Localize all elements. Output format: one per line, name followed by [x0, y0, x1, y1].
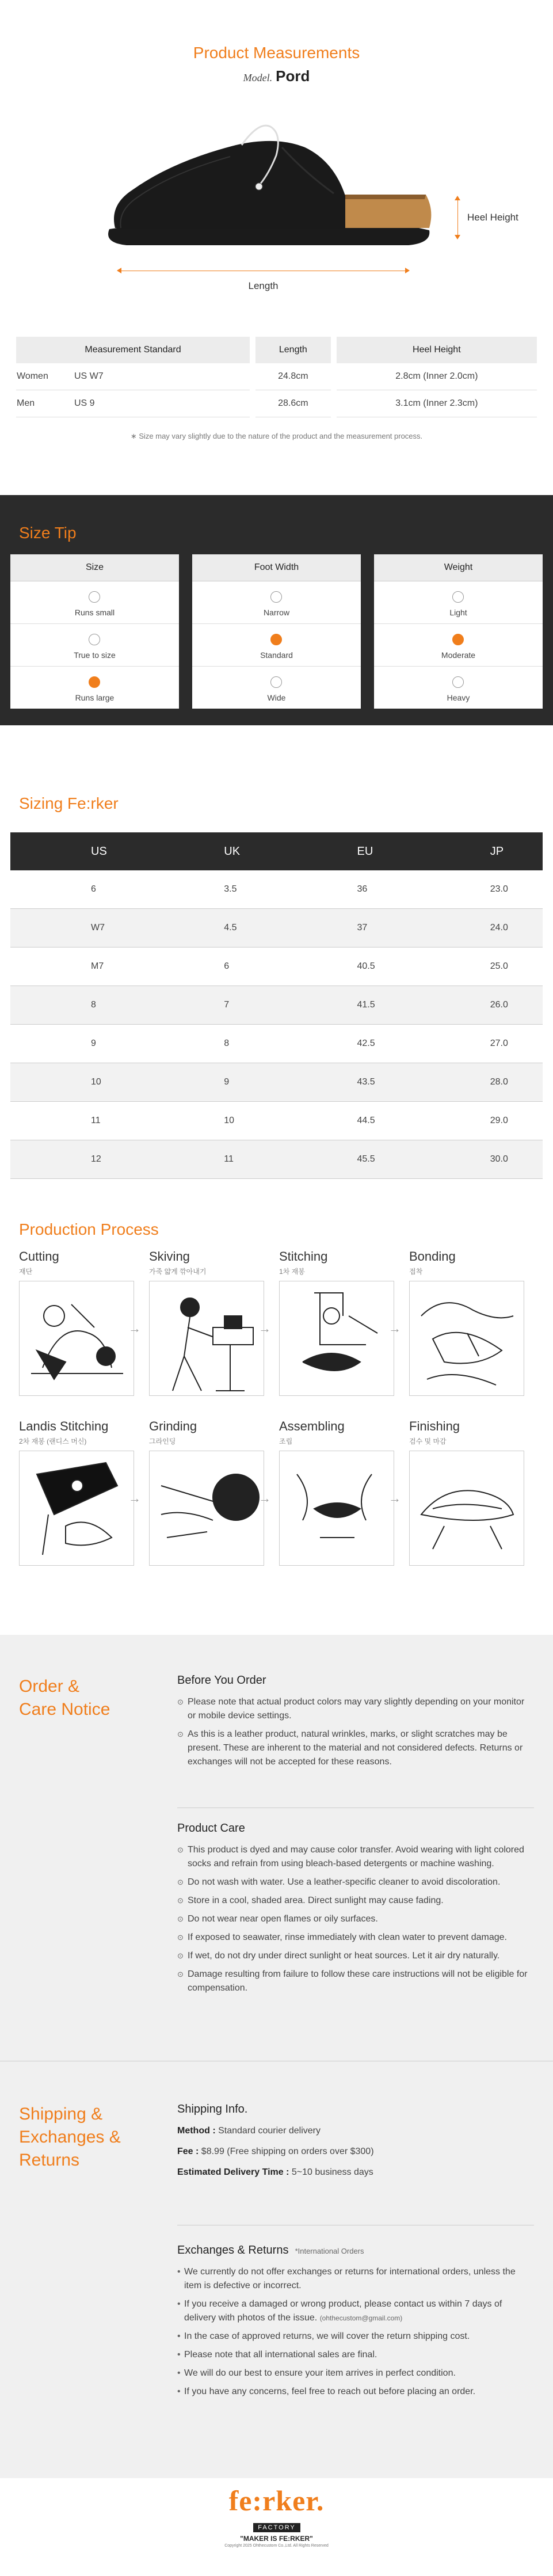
- exchanges-returns-block: [177, 2244, 534, 2403]
- exchange-item: [177, 2297, 534, 2325]
- radio-circle-selected: [270, 634, 282, 645]
- standard-value: US W7: [74, 371, 104, 381]
- shipping-method: [177, 2124, 534, 2138]
- heel-cell: 3.1cm (Inner 2.3cm): [337, 390, 537, 417]
- bonding-illustration: [409, 1281, 524, 1396]
- size-cell: 36: [277, 870, 410, 909]
- option-runs-large: [10, 667, 179, 709]
- stitching-illustration: [279, 1281, 394, 1396]
- exchange-item: • Please note that all international sales are final.: [177, 2348, 534, 2362]
- length-cell: 24.8cm: [255, 363, 331, 390]
- notice-item: ⊙ As this is a leather product, natural wrinkles, marks, or slight scratches may be present. These are inherent to the material and not considered defects. Returns or exchanges will not be accepted for these reasons.: [177, 1728, 534, 1769]
- step-title: Grinding: [149, 1419, 197, 1433]
- title-line: Returns: [19, 2151, 80, 2170]
- product-measurements-section: [0, 0, 553, 461]
- column-header-us: US: [10, 832, 143, 870]
- size-column: [10, 554, 179, 709]
- option-label: Narrow: [263, 608, 290, 617]
- step-subtitle: 검수 및 마감: [409, 1437, 447, 1445]
- subsection-title: Before You Order: [177, 1674, 266, 1687]
- section-title: Sizing Fe:rker: [19, 794, 119, 812]
- field-value: 5~10 business days: [291, 2167, 373, 2177]
- assembling-illustration: [279, 1451, 394, 1566]
- process-arrow: →: [128, 1491, 141, 1505]
- table-row: [10, 1140, 543, 1179]
- table-row: [10, 870, 543, 909]
- field-label: Method :: [177, 2126, 216, 2136]
- column-header: Length: [255, 337, 331, 363]
- exchange-item: • If you have any concerns, feel free to reach out before placing an order.: [177, 2385, 534, 2399]
- column-header-uk: UK: [143, 832, 276, 870]
- size-cell: 25.0: [410, 948, 543, 986]
- column-header-jp: JP: [410, 832, 543, 870]
- step-title: Stitching: [279, 1249, 328, 1264]
- shipping-info-block: [177, 2103, 534, 2186]
- production-process-section: [0, 1215, 553, 1583]
- size-cell: 10: [143, 1102, 276, 1140]
- section-title: Product Measurements: [193, 44, 360, 62]
- exchange-item-text: If you receive a damaged or wrong product, please contact us within 7 days of delivery with photos of the issue.: [184, 2299, 502, 2323]
- step-title: Finishing: [409, 1419, 460, 1433]
- size-cell: 11: [143, 1140, 276, 1179]
- subsection-title: Product Care: [177, 1822, 245, 1835]
- title-line: Shipping &: [19, 2105, 103, 2124]
- contact-email[interactable]: (ohthecustom@gmail.com): [319, 2314, 403, 2322]
- step-cutting: [19, 1249, 134, 1276]
- standard-cell: [16, 363, 250, 390]
- shipping-fee: [177, 2145, 534, 2159]
- size-cell: 10: [10, 1063, 143, 1102]
- brand-footer: [0, 2478, 553, 2576]
- cutting-illustration: [19, 1281, 134, 1396]
- before-you-order-block: [177, 1674, 534, 1774]
- radio-circle: [270, 591, 282, 603]
- process-arrow: →: [128, 1321, 141, 1335]
- step-subtitle: 2차 재봉 (랜디스 머신): [19, 1437, 87, 1445]
- table-row: [10, 1063, 543, 1102]
- brand-logo: fe:rker.: [228, 2484, 325, 2517]
- model-label: Model.: [243, 72, 273, 83]
- section-title: Production Process: [19, 1220, 159, 1238]
- radio-circle: [452, 591, 464, 603]
- brand-tagline: "MAKER IS FE:RKER": [240, 2535, 313, 2543]
- radio-circle-selected: [452, 634, 464, 645]
- notice-title: [19, 1675, 110, 1721]
- step-finishing: [409, 1419, 524, 1446]
- landis-stitching-illustration: [19, 1451, 134, 1566]
- factory-badge: FACTORY: [253, 2523, 300, 2532]
- size-cell: 45.5: [277, 1140, 410, 1179]
- option-label: Standard: [260, 650, 293, 660]
- step-landis-stitching: [19, 1419, 134, 1446]
- size-cell: 4.5: [143, 909, 276, 948]
- column-header-eu: EU: [277, 832, 410, 870]
- exchange-item: • We will do our best to ensure your item arrives in perfect condition.: [177, 2366, 534, 2380]
- shipping-title: [19, 2103, 121, 2172]
- step-grinding: [149, 1419, 264, 1446]
- process-arrow: →: [388, 1491, 401, 1505]
- step-skiving: [149, 1249, 264, 1276]
- notice-item: ⊙ Please note that actual product colors may vary slightly depending on your monitor or mobile device settings.: [177, 1695, 534, 1723]
- size-cell: 42.5: [277, 1025, 410, 1063]
- process-arrow: →: [388, 1321, 401, 1335]
- step-subtitle: 접착: [409, 1268, 423, 1276]
- size-cell: 44.5: [277, 1102, 410, 1140]
- size-cell: M7: [10, 948, 143, 986]
- size-cell: 30.0: [410, 1140, 543, 1179]
- standard-cell: [16, 390, 250, 417]
- title-line: Care Notice: [19, 1700, 110, 1719]
- subsection-title: [177, 2244, 534, 2257]
- step-title: Cutting: [19, 1249, 59, 1264]
- option-label: Moderate: [441, 650, 476, 660]
- care-item: ⊙ Do not wear near open flames or oily surfaces.: [177, 1912, 534, 1926]
- care-item: ⊙ If wet, do not dry under direct sunlight or heat sources. Let it air dry naturally.: [177, 1949, 534, 1963]
- size-cell: W7: [10, 909, 143, 948]
- option-label: True to size: [74, 650, 116, 660]
- model-value: Pord: [276, 67, 310, 85]
- option-runs-small: [10, 581, 179, 624]
- size-cell: 41.5: [277, 986, 410, 1025]
- radio-circle: [452, 676, 464, 688]
- care-item: ⊙ Store in a cool, shaded area. Direct sunlight may cause fading.: [177, 1894, 534, 1908]
- heel-height-label: Heel Height: [467, 212, 518, 223]
- size-cell: 6: [10, 870, 143, 909]
- length-cell: 28.6cm: [255, 390, 331, 417]
- option-heavy: [374, 667, 543, 709]
- option-true-to-size: [10, 624, 179, 667]
- table-row: [16, 390, 537, 417]
- column-header: Size: [10, 554, 179, 581]
- size-cell: 24.0: [410, 909, 543, 948]
- option-wide: [192, 667, 361, 709]
- column-header: Heel Height: [337, 337, 537, 363]
- size-cell: 28.0: [410, 1063, 543, 1102]
- delivery-time: [177, 2166, 534, 2179]
- step-subtitle: 그라인딩: [149, 1437, 176, 1445]
- table-row: [10, 948, 543, 986]
- exchange-item: • In the case of approved returns, we will cover the return shipping cost.: [177, 2330, 534, 2343]
- size-cell: 7: [143, 986, 276, 1025]
- heel-cell: 2.8cm (Inner 2.0cm): [337, 363, 537, 390]
- process-arrow: →: [258, 1491, 271, 1505]
- size-cell: 29.0: [410, 1102, 543, 1140]
- copyright: Copyright 2025 Ohthecustom Co.,Ltd. All Rights Reserved: [224, 2544, 329, 2548]
- length-label: Length: [248, 280, 279, 291]
- step-title: Assembling: [279, 1419, 345, 1433]
- gender-label: Men: [17, 398, 35, 408]
- measurement-note: ∗ Size may vary slightly due to the nature of the product and the measurement process.: [130, 432, 423, 440]
- title-line: Order &: [19, 1677, 80, 1696]
- option-narrow: [192, 581, 361, 624]
- foot-width-column: [192, 554, 361, 709]
- step-title: Bonding: [409, 1249, 456, 1264]
- step-assembling: [279, 1419, 394, 1446]
- finishing-illustration: [409, 1451, 524, 1566]
- size-conversion-table: [10, 832, 543, 1179]
- measurements-table: [10, 337, 543, 417]
- size-cell: 43.5: [277, 1063, 410, 1102]
- size-cell: 8: [10, 986, 143, 1025]
- exchange-item: • We currently do not offer exchanges or returns for international orders, unless the item is defective or incorrect.: [177, 2265, 534, 2293]
- product-care-block: [177, 1822, 534, 2000]
- step-bonding: [409, 1249, 524, 1276]
- option-label: Runs small: [74, 608, 115, 617]
- subsection-title: Shipping Info.: [177, 2103, 248, 2115]
- size-cell: 3.5: [143, 870, 276, 909]
- radio-circle: [270, 676, 282, 688]
- column-header: Measurement Standard: [16, 337, 250, 363]
- subsection-title-text: Exchanges & Returns: [177, 2244, 289, 2257]
- size-cell: 6: [143, 948, 276, 986]
- weight-column: [374, 554, 543, 709]
- step-subtitle: 1차 재봉: [279, 1268, 305, 1276]
- option-moderate: [374, 624, 543, 667]
- table-row: [10, 1025, 543, 1063]
- gender-label: Women: [17, 371, 48, 381]
- option-standard: [192, 624, 361, 667]
- care-item: ⊙ Do not wash with water. Use a leather-specific cleaner to avoid discoloration.: [177, 1875, 534, 1889]
- size-tip-section: [0, 495, 553, 725]
- step-subtitle: 조립: [279, 1437, 293, 1445]
- care-item: ⊙ This product is dyed and may cause color transfer. Avoid wearing with light colored socks and refrain from using bleach-based detergents or machine washing.: [177, 1843, 534, 1871]
- heel-height-arrow: [457, 197, 458, 238]
- option-label: Light: [449, 608, 467, 617]
- option-label: Wide: [267, 693, 286, 702]
- title-line: Exchanges &: [19, 2128, 121, 2147]
- size-cell: 12: [10, 1140, 143, 1179]
- care-item: ⊙ If exposed to seawater, rinse immediately with clean water to prevent damage.: [177, 1931, 534, 1945]
- radio-circle-selected: [89, 676, 100, 688]
- radio-circle: [89, 591, 100, 603]
- size-cell: 40.5: [277, 948, 410, 986]
- size-cell: 11: [10, 1102, 143, 1140]
- size-cell: 9: [10, 1025, 143, 1063]
- size-cell: 23.0: [410, 870, 543, 909]
- skiving-illustration: [149, 1281, 264, 1396]
- step-title: Skiving: [149, 1249, 190, 1264]
- step-subtitle: 재단: [19, 1268, 33, 1276]
- field-label: Estimated Delivery Time :: [177, 2167, 289, 2177]
- option-label: Heavy: [447, 693, 470, 702]
- section-title: Size Tip: [19, 524, 77, 542]
- step-subtitle: 가죽 얇게 깎아내기: [149, 1268, 207, 1276]
- international-tag: *International Orders: [295, 2247, 364, 2255]
- size-cell: 8: [143, 1025, 276, 1063]
- radio-circle: [89, 634, 100, 645]
- size-cell: 27.0: [410, 1025, 543, 1063]
- size-cell: 26.0: [410, 986, 543, 1025]
- table-row: [10, 986, 543, 1025]
- step-title: Landis Stitching: [19, 1419, 109, 1433]
- field-label: Fee :: [177, 2147, 199, 2156]
- grinding-illustration: [149, 1451, 264, 1566]
- table-row: [10, 909, 543, 948]
- size-cell: 37: [277, 909, 410, 948]
- option-light: [374, 581, 543, 624]
- process-arrow: →: [258, 1321, 271, 1335]
- field-value: Standard courier delivery: [218, 2126, 321, 2136]
- order-care-notice-section: [0, 1635, 553, 2478]
- care-item: ⊙ Damage resulting from failure to follow these care instructions will not be eligible for compensation.: [177, 1968, 534, 1995]
- shoe-image: [86, 92, 443, 265]
- option-label: Runs large: [75, 693, 115, 702]
- column-header: Foot Width: [192, 554, 361, 581]
- step-stitching: [279, 1249, 394, 1276]
- table-row: [16, 363, 537, 390]
- field-value: $8.99 (Free shipping on orders over $300): [201, 2147, 374, 2156]
- standard-value: US 9: [74, 398, 95, 408]
- size-cell: 9: [143, 1063, 276, 1102]
- model-name: [0, 67, 553, 85]
- table-row: [10, 1102, 543, 1140]
- column-header: Weight: [374, 554, 543, 581]
